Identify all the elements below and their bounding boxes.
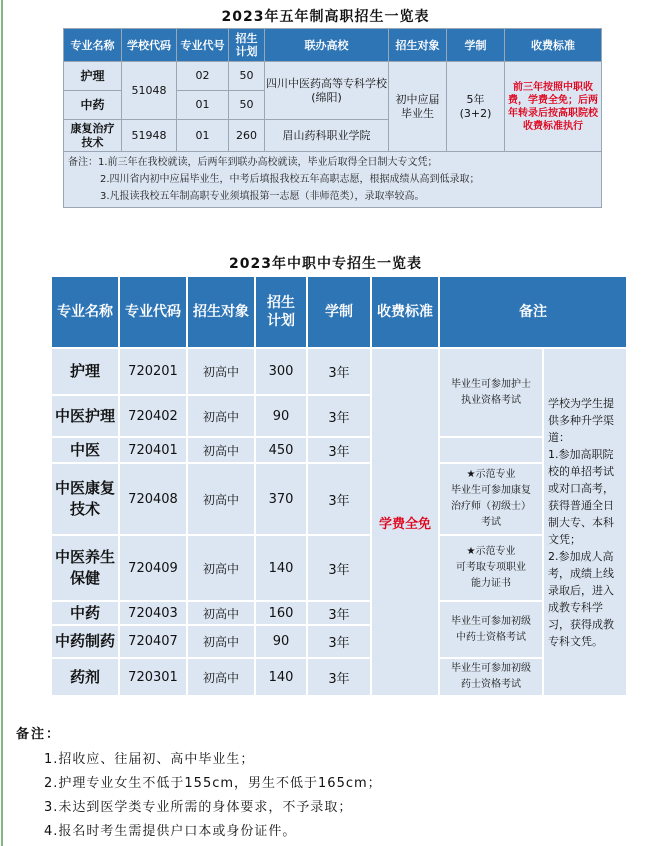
t2-cert: 毕业生可参加初级 中药士资格考试 (439, 601, 543, 658)
t1-header-partner: 联办高校 (265, 29, 389, 62)
t2-plan: 90 (255, 395, 307, 437)
t1-major-code: 01 (177, 91, 229, 120)
t2-header-fee: 收费标准 (371, 276, 439, 348)
t2-target: 初高中 (187, 658, 255, 696)
t2-plan: 160 (255, 601, 307, 625)
table1-header-row (64, 29, 602, 62)
t2-cert: ★示范专业 毕业生可参加康复 治疗师（初级士） 考试 (439, 463, 543, 535)
t2-major-name: 中医养生 保健 (51, 535, 119, 601)
t2-remark (543, 348, 627, 696)
t1-plan: 260 (229, 120, 265, 152)
t2-major-name: 中医康复 技术 (51, 463, 119, 535)
t2-target: 初高中 (187, 437, 255, 463)
t1-major-name: 护理 (64, 62, 122, 91)
t2-cert-empty (439, 437, 543, 463)
t2-target: 初高中 (187, 625, 255, 658)
t1-plan: 50 (229, 62, 265, 91)
notes-item: 1.招收应、往届初、高中毕业生； (44, 752, 255, 767)
t1-header-major-code: 专业代号 (177, 29, 229, 62)
t1-major-name: 中药 (64, 91, 122, 120)
t1-fee: 前三年按照中职收费，学费全免；后两年转录后按高职院校收费标准执行 (505, 62, 602, 152)
t2-header-target: 招生对象 (187, 276, 255, 348)
t2-major-code: 720408 (119, 463, 187, 535)
table2-title: 2023年中职中专招生一览表 (229, 256, 422, 272)
t2-remark-text: 学校为学生提供多种升学渠道： 1.参加高职院校的单招考试或对口高考，获得普通全日制大专、本科文凭； 2.参加成人高考，成绩上线录取后，进入成教专科学习，获得成教专科文凭。 (548, 396, 614, 648)
t2-plan: 140 (255, 535, 307, 601)
t1-note-line: 2.四川省内初中应届毕业生，中考后填报我校五年高职志愿，根据成绩从高到低录取； (100, 174, 480, 185)
table1-notes-row (64, 152, 602, 208)
t2-cert: ★示范专业 可考取专项职业 能力证书 (439, 535, 543, 601)
t2-plan: 140 (255, 658, 307, 696)
t1-target: 初中应届 毕业生 (389, 62, 447, 152)
t1-note-line: 3.凡报读我校五年制高职专业须填报第一志愿（非师范类），录取率较高。 (100, 191, 425, 202)
t1-note-line: 备注：1.前三年在我校就读，后两年到联办高校就读，毕业后取得全日制大专文凭； (68, 157, 438, 168)
t2-duration: 3年 (307, 437, 371, 463)
t2-target: 初高中 (187, 395, 255, 437)
table1-title: 2023年五年制高职招生一览表 (221, 9, 430, 25)
t1-duration: 5年 (3+2) (447, 62, 505, 152)
t2-header-plan: 招生 计划 (255, 276, 307, 348)
t2-major-code: 720201 (119, 348, 187, 395)
t2-duration: 3年 (307, 658, 371, 696)
t2-target: 初高中 (187, 535, 255, 601)
t2-header-remark: 备注 (439, 276, 627, 348)
table1-notes (64, 152, 602, 208)
t2-major-code: 720301 (119, 658, 187, 696)
bottom-notes (16, 723, 382, 844)
t2-fee: 学费全免 (371, 348, 439, 696)
t1-plan: 50 (229, 91, 265, 120)
notes-item: 2.护理专业女生不低于155cm，男生不低于165cm； (44, 776, 382, 791)
t1-header-fee: 收费标准 (505, 29, 602, 62)
table-row (51, 601, 627, 625)
notes-title: 备注： (16, 727, 62, 742)
t1-header-target: 招生对象 (389, 29, 447, 62)
five-year-table (63, 28, 602, 208)
table-row (64, 62, 602, 91)
t2-duration: 3年 (307, 348, 371, 395)
t1-header-name: 专业名称 (64, 29, 122, 62)
t2-duration: 3年 (307, 395, 371, 437)
t1-school-code: 51048 (122, 62, 177, 120)
t2-header-name: 专业名称 (51, 276, 119, 348)
table-row (51, 463, 627, 535)
t2-plan: 450 (255, 437, 307, 463)
t2-duration: 3年 (307, 463, 371, 535)
t2-duration: 3年 (307, 535, 371, 601)
t1-major-code: 02 (177, 62, 229, 91)
t2-major-name: 中医 (51, 437, 119, 463)
t1-header-plan: 招生 计划 (229, 29, 265, 62)
t1-school-code: 51948 (122, 120, 177, 152)
t2-plan: 300 (255, 348, 307, 395)
t2-target: 初高中 (187, 601, 255, 625)
table-row (51, 535, 627, 601)
t1-major-code: 01 (177, 120, 229, 152)
t2-major-name: 护理 (51, 348, 119, 395)
t2-duration: 3年 (307, 625, 371, 658)
t2-major-name: 药剂 (51, 658, 119, 696)
table2-header-row (51, 276, 627, 348)
t1-partner: 眉山药科职业学院 (265, 120, 389, 152)
secondary-vocational-table (50, 275, 628, 697)
t2-cert: 毕业生可参加初级 药士资格考试 (439, 658, 543, 696)
table-row (51, 348, 627, 395)
t2-duration: 3年 (307, 601, 371, 625)
t1-partner: 四川中医药高等专科学校 (绵阳) (265, 62, 389, 120)
t2-major-code: 720401 (119, 437, 187, 463)
table-row (51, 437, 627, 463)
t2-major-name: 中药 (51, 601, 119, 625)
left-border-line (1, 0, 3, 846)
t1-major-name: 康复治疗 技术 (64, 120, 122, 152)
t2-major-code: 720402 (119, 395, 187, 437)
t2-target: 初高中 (187, 348, 255, 395)
t2-major-code: 720409 (119, 535, 187, 601)
t2-major-code: 720403 (119, 601, 187, 625)
table-row (51, 658, 627, 696)
notes-item: 3.未达到医学类专业所需的身体要求，不予录取； (44, 800, 353, 815)
notes-item: 4.报名时考生需提供户口本或身份证件。 (44, 824, 297, 839)
t2-plan: 370 (255, 463, 307, 535)
t2-header-duration: 学制 (307, 276, 371, 348)
t2-plan: 90 (255, 625, 307, 658)
t2-header-code: 专业代码 (119, 276, 187, 348)
t1-header-duration: 学制 (447, 29, 505, 62)
t1-header-school-code: 学校代码 (122, 29, 177, 62)
t2-major-name: 中药制药 (51, 625, 119, 658)
t2-cert: 毕业生可参加护士 执业资格考试 (439, 348, 543, 437)
t2-major-name: 中医护理 (51, 395, 119, 437)
t2-target: 初高中 (187, 463, 255, 535)
t2-major-code: 720407 (119, 625, 187, 658)
